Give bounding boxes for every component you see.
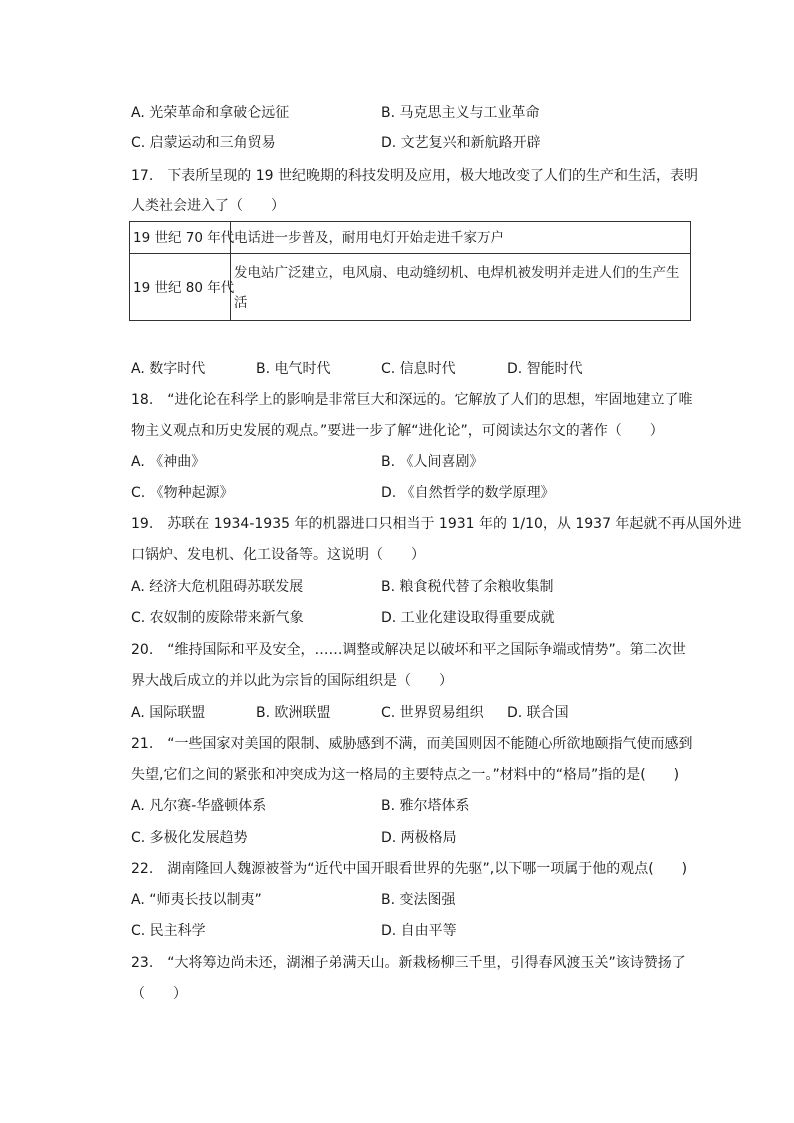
q21-option-d: D. 两极格局: [381, 830, 457, 846]
q17-option-c: C. 信息时代: [381, 361, 456, 377]
q18-option-a: A. 《神曲》: [131, 454, 206, 470]
q22-option-c: C. 民主科学: [131, 923, 206, 939]
q17-option-d: D. 智能时代: [507, 361, 583, 377]
q21-option-b: B. 雅尔塔体系: [381, 798, 470, 814]
q16-option-c: C. 启蒙运动和三角贸易: [131, 135, 276, 151]
table-content-2-line-2: 活: [234, 295, 248, 311]
q21-stem-line-2: 失望,它们之间的紧张和冲突成为这一格局的主要特点之一。”材料中的“格局”指的是( ): [131, 767, 680, 783]
q20-stem-line-1: 20. “维持国际和平及安全，……调整或解决足以破坏和平之国际争端或情势”。第二次世: [131, 642, 686, 658]
q19-option-a: A. 经济大危机阻碍苏联发展: [131, 579, 304, 595]
q22-stem-line-1: 22. 湖南隆回人魏源被誉为“近代中国开眼看世界的先驱”,以下哪一项属于他的观点( ): [131, 861, 688, 877]
q20-option-c: C. 世界贸易组织: [381, 705, 484, 721]
q21-option-c: C. 多极化发展趋势: [131, 830, 248, 846]
q16-option-d: D. 文艺复兴和新航路开辟: [381, 135, 541, 151]
q18-stem-line-2: 物主义观点和历史发展的观点。”要进一步了解“进化论”，可阅读达尔文的著作（ ）: [131, 423, 664, 439]
q20-option-d: D. 联合国: [507, 705, 569, 721]
q20-option-b: B. 欧洲联盟: [256, 705, 331, 721]
q22-option-a: A. “师夷长技以制夷”: [131, 892, 262, 908]
q17-option-a: A. 数字时代: [131, 361, 206, 377]
q21-option-a: A. 凡尔赛-华盛顿体系: [131, 798, 267, 814]
q17-stem-line-1: 17. 下表所呈现的 19 世纪晚期的科技发明及应用，极大地改变了人们的生产和生活，表明: [131, 168, 698, 184]
q22-option-d: D. 自由平等: [381, 923, 457, 939]
q23-stem-line-2: （ ）: [131, 986, 187, 1002]
q18-option-c: C. 《物种起源》: [131, 485, 234, 501]
q17-table: [129, 221, 691, 321]
q21-stem-line-1: 21. “一些国家对美国的限制、威胁感到不满，而美国则因不能随心所欲地颐指气使而感到: [131, 736, 693, 752]
q20-stem-line-2: 界大战后成立的并以此为宗旨的国际组织是（ ）: [131, 673, 453, 689]
q19-option-b: B. 粮食税代替了余粮收集制: [381, 579, 554, 595]
table-content-1: 电话进一步普及，耐用电灯开始走进千家万户: [234, 230, 504, 246]
table-content-2-line-1: 发电站广泛建立，电风扇、电动缝纫机、电焊机被发明并走进人们的生产生: [234, 265, 680, 281]
q20-option-a: A. 国际联盟: [131, 705, 206, 721]
q18-option-b: B. 《人间喜剧》: [381, 454, 484, 470]
q22-option-b: B. 变法图强: [381, 892, 456, 908]
q17-stem-line-2: 人类社会进入了（ ）: [131, 198, 285, 214]
table-period-2: 19 世纪 80 年代: [133, 280, 235, 296]
q17-option-b: B. 电气时代: [256, 361, 331, 377]
q19-stem-line-2: 口锅炉、发电机、化工设备等。这说明（ ）: [131, 547, 425, 563]
q18-option-d: D. 《自然哲学的数学原理》: [381, 485, 555, 501]
q19-option-d: D. 工业化建设取得重要成就: [381, 610, 555, 626]
q18-stem-line-1: 18. “进化论在科学上的影响是非常巨大和深远的。它解放了人们的思想，牢固地建立了唯: [131, 392, 693, 408]
q23-stem-line-1: 23. “大将筹边尚未还，湖湘子弟满天山。新栽杨柳三千里，引得春风渡玉关”该诗赞扬了: [131, 955, 686, 971]
table-period-1: 19 世纪 70 年代: [133, 230, 235, 246]
q16-option-b: B. 马克思主义与工业革命: [381, 105, 540, 121]
q19-option-c: C. 农奴制的废除带来新气象: [131, 610, 304, 626]
q16-option-a: A. 光荣革命和拿破仑远征: [131, 105, 290, 121]
q19-stem-line-1: 19. 苏联在 1934-1935 年的机器进口只相当于 1931 年的 1/10，从 1937 年起就不再从国外进: [131, 516, 742, 532]
